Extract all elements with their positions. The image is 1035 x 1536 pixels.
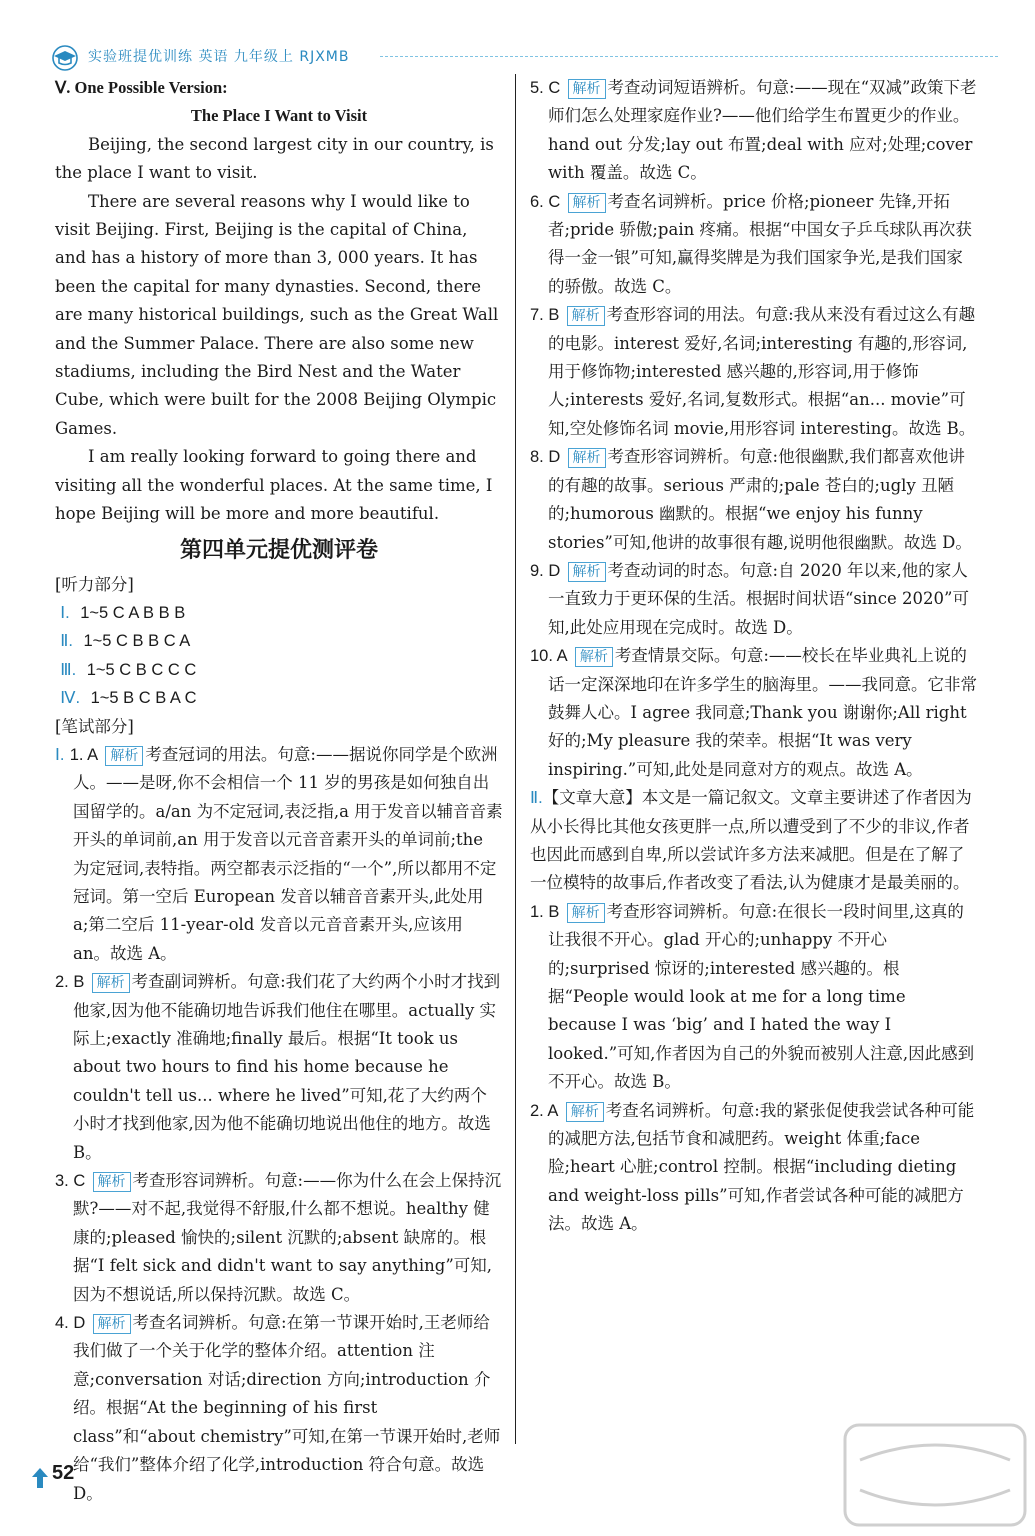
essay-paragraph-1: Beijing, the second largest city in our country, is the place I want to visit. — [55, 134, 494, 183]
answer-item: 1. B 解析 考查形容词辨析。句意:在很长一段时间里,这真的让我很不开心。glad 开心的;unhappy 不开心的;surprised 惊讶的;interested 感兴趣的。根据“People would look at me for a long time because I was ‘big’ and I hated the way I looked.”可知,作者因为自己的外貌而被别人注意,因此感到不开心。故选 B。 — [530, 901, 975, 1092]
analysis-tag: 解析 — [568, 448, 606, 468]
analysis-tag: 解析 — [568, 562, 606, 582]
part2-summary: Ⅱ.【文章大意】本文是一篇记叙文。文章主要讲述了作者因为从小长得比其他女孩更胖一点,所以遭受到了不少的非议,作者也因此而感到自卑,所以尝试许多方法来减肥。但是在了解了一位模特的故事后,作者改变了看法,认为健康才是最美丽的。 — [530, 788, 972, 893]
watermark-logo — [840, 1420, 1030, 1530]
analysis-tag: 解析 — [105, 746, 143, 766]
page-number: 52 — [52, 1462, 75, 1484]
essay-paragraph-2: There are several reasons why I would like to visit Beijing. First, Beijing is the capital of China, and has a history of more than 3, 000 years. It has been the capital for many dynasties. Second, there are many historical buildings, such as the Great Wall and the Summer Palace. There are also some new stadiums, including the Bird Nest and the Water Cube, which were built for the 2008 Beijing Olympic Games. — [55, 191, 499, 438]
answer-item: 10. A 解析 考查情景交际。句意:——校长在毕业典礼上说的话一定深深地印在许多学生的脑海里。——我同意。它非常鼓舞人心。I agree 我同意;Thank you 谢谢你;All right 好的;My pleasure 我的荣幸。根据“It was very inspiring.”可知,此处是同意对方的观点。故选 A。 — [530, 646, 977, 779]
listening-row: Ⅳ. 1~5 B C B A C — [60, 689, 197, 708]
column-divider — [515, 74, 516, 1444]
answer-item: 7. B 解析 考查形容词的用法。句意:我从来没有看过这么有趣的电影。interest 爱好,名词;interesting 有趣的,形容词,用于修饰物;interested 感兴趣的,形容词,用于修饰人;interests 爱好,名词,复数形式。根据“an... movie”可知,空处修饰名词 movie,用形容词 interesting。故选 B。 — [530, 305, 976, 438]
unit-title: 第四单元提优测评卷 — [179, 537, 378, 563]
analysis-tag: 解析 — [93, 1172, 131, 1192]
graduation-cap-icon — [50, 44, 80, 72]
analysis-tag: 解析 — [575, 647, 613, 667]
analysis-tag: 解析 — [567, 306, 605, 326]
essay-title: The Place I Want to Visit — [190, 106, 368, 126]
answer-item: 9. D 解析 考查动词的时态。句意:自 2020 年以来,他的家人一直致力于更环保的生活。根据时间状语“since 2020”可知,此处应用现在完成时。故选 D。 — [530, 560, 969, 637]
answer-item: 2. A 解析 考查名词辨析。句意:我的紧张促使我尝试各种可能的减肥方法,包括节食和减肥药。weight 体重;face 脸;heart 心脏;control 控制。根据“including dieting and weight-loss pills”可知,作者尝试各种可能的减肥方法。故选 A。 — [530, 1100, 975, 1234]
page-arrow-icon — [30, 1466, 50, 1490]
listening-answers — [55, 599, 503, 713]
answer-item: 3. C 解析 考查形容词辨析。句意:——你为什么在会上保持沉默?——对不起,我觉得不舒服,什么都不想说。healthy 健康的;pleased 愉快的;silent 沉默的;absent 缺席的。根据“I felt sick and didn't want to say anything”可知,因为不想说话,所以保持沉默。故选 C。 — [55, 1171, 502, 1304]
answer-item: 4. D 解析 考查名词辨析。句意:在第一节课开始时,王老师给我们做了一个关于化学的整体介绍。attention 注意;conversation 对话;direction 方向;introduction 介绍。根据“At the beginning of his first class”和“about chemistry”可知,在第一节课开始时,老师给“我们”整体介绍了化学,introduction 符合句意。故选 D。 — [55, 1313, 501, 1503]
analysis-tag: 解析 — [568, 193, 606, 213]
left-column — [55, 74, 503, 1508]
listening-row: Ⅲ. 1~5 C B C C C — [60, 660, 197, 679]
right-column — [530, 74, 978, 1239]
analysis-tag: 解析 — [92, 973, 130, 993]
analysis-tag: 解析 — [566, 1102, 604, 1122]
analysis-tag: 解析 — [568, 79, 606, 99]
listening-row: Ⅱ. 1~5 C B B C A — [60, 632, 191, 651]
listening-label: [听力部分] — [55, 574, 134, 594]
answer-item: 5. C 解析 考查动词短语辨析。句意:——现在“双减”政策下老师们怎么处理家庭作业?——他们给学生布置更少的作业。hand out 分发;lay out 布置;deal with 应对;处理;cover with 覆盖。故选 C。 — [530, 78, 977, 183]
answer-item: 2. B 解析 考查副词辨析。句意:我们花了大约两个小时才找到他家,因为他不能确切地告诉我们他住在哪里。actually 实际上;exactly 准确地;finally 最后。根据“It took us about two hours to find his home because he couldn't tell us... where he lived”可知,花了大约两个小时才找到他家,因为他不能确切地说出他住的地方。故选 B。 — [55, 972, 501, 1162]
header-rule — [380, 56, 998, 57]
listening-row: Ⅰ. 1~5 C A B B B — [60, 603, 186, 622]
answer-item: 6. C 解析 考查名词辨析。price 价格;pioneer 先锋,开拓者;pride 骄傲;pain 疼痛。根据“中国女子乒乓球队再次获得一金一银”可知,赢得奖牌是为我们国家争光,是我们国家的骄傲。故选 C。 — [530, 191, 972, 296]
answer-item: 8. D 解析 考查形容词辨析。句意:他很幽默,我们都喜欢他讲的有趣的故事。serious 严肃的;pale 苍白的;ugly 丑陋的;humorous 幽默的。根据“we enjoy his funny stories”可知,他讲的故事很有趣,说明他很幽默。故选 D。 — [530, 447, 972, 552]
analysis-tag: 解析 — [93, 1314, 131, 1334]
analysis-tag: 解析 — [567, 903, 605, 923]
essay-paragraph-3: I am really looking forward to going there and visiting all the wonderful places. At the same time, I hope Beijing will be more and more beautiful. — [55, 447, 493, 524]
writing-label: [笔试部分] — [55, 716, 134, 736]
essay-section-label: Ⅴ. One Possible Version: — [55, 78, 228, 97]
header-title: 实验班提优训练 英语 九年级上 RJXMB — [88, 49, 350, 65]
answer-item: Ⅰ. 1. A 解析 考查冠词的用法。句意:——据说你同学是个欧洲人。——是呀,你不会相信一个 11 岁的男孩是如何独自出国留学的。a/an 为不定冠词,表泛指,a 用于发音以辅音音素开头的单词前,an 用于发音以元音音素开头的单词前;the 为定冠词,表特指。两空都表示泛指的“一个”,所以都用不定冠词。第一空后 European 发音以辅音音素开头,此处用 a;第二空后 11-year-old 发音以元音音素开头,应该用 an。故选 A。 — [55, 744, 503, 963]
